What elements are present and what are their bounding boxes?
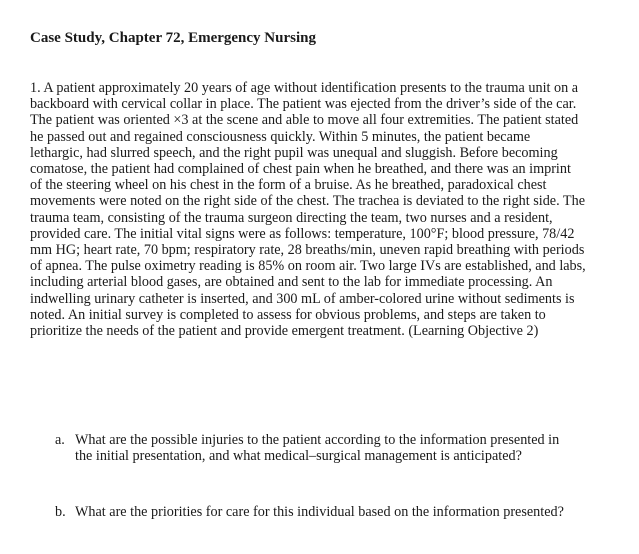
case-study-paragraph: 1. A patient approximately 20 years of age without identification presents to the trauma unit on a backboard with cervical collar in place. The patient was ejected from the driver’s side of the car. The patient was oriented ×3 at the scene and able to move all four extremities. The patient stated he passed out and regained consciousness quickly. Within 5 minutes, the patient became lethargic, had slurred speech, and the right pupil was unequal and sluggish. Before becoming comatose, the patient had complained of chest pain when he breathed, and there was an imprint of the steering wheel on his chest in the form of a bruise. As he breathed, paradoxical chest movements were noted on the right side of the chest. The trachea is deviated to the right side. The trauma team, consisting of the trauma surgeon directing the team, two nurses and a resident, provided care. The initial vital signs were as follows: temperature, 100°F; blood pressure, 78/42 mm HG; heart rate, 70 bpm; respiratory rate, 28 breaths/min, uneven rapid breathing with periods of apnea. The pulse oximetry reading is 85% on room air. Two large IVs are established, and labs, including arterial blood gases, are obtained and sent to the lab for immediate processing. An indwelling urinary catheter is inserted, and 300 mL of amber-colored urine without sediments is noted. An initial survey is completed to assess for obvious problems, and steps are taken to prioritize the needs of the patient and provide emergent treatment. (Learning Objective 2): [30, 80, 586, 340]
question-a-marker: a.: [55, 432, 65, 448]
question-b: [55, 504, 565, 520]
question-a: [55, 432, 565, 464]
question-a-text: What are the possible injuries to the patient according to the information presented in the initial presentation, and what medical–surgical management is anticipated?: [75, 432, 560, 465]
question-b-marker: b.: [55, 504, 66, 520]
question-b-text: What are the priorities for care for this individual based on the information presented?: [75, 504, 564, 520]
document-title: Case Study, Chapter 72, Emergency Nursing: [30, 30, 316, 46]
